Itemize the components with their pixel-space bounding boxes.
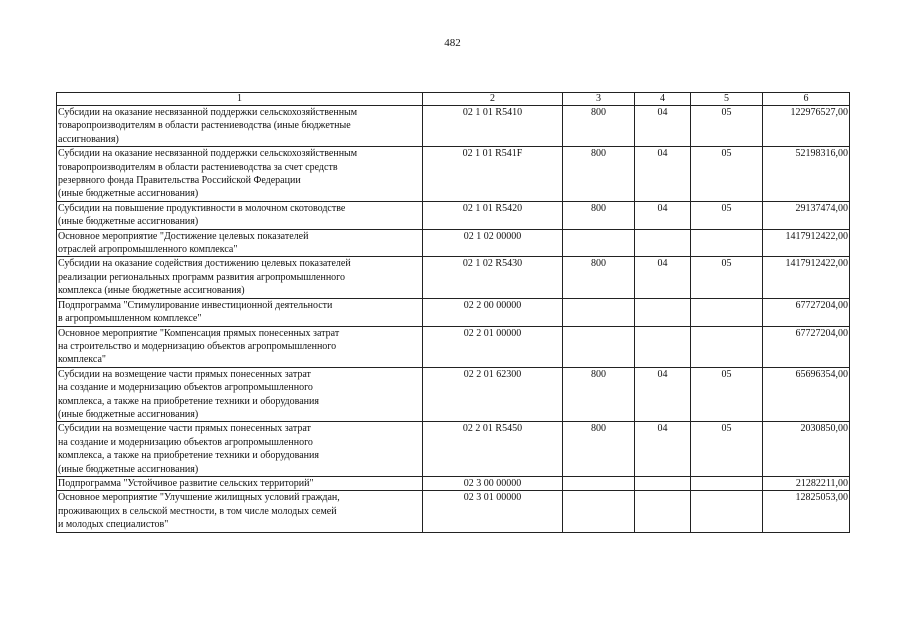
table-row — [57, 147, 850, 202]
row-name: Субсидии на повышение продуктивности в молочном скотоводстве (иные бюджетные ассигнования) — [57, 201, 423, 229]
row-col3 — [563, 476, 635, 490]
header-col-5: 5 — [691, 93, 763, 106]
row-code: 02 2 01 00000 — [423, 326, 563, 367]
row-amount: 52198316,00 — [763, 147, 850, 202]
row-col3 — [563, 298, 635, 326]
row-code: 02 1 02 R5430 — [423, 257, 563, 298]
row-col4: 04 — [635, 201, 691, 229]
table-row — [57, 422, 850, 477]
row-amount: 67727204,00 — [763, 326, 850, 367]
row-amount: 21282211,00 — [763, 476, 850, 490]
row-amount: 1417912422,00 — [763, 257, 850, 298]
row-col3: 800 — [563, 257, 635, 298]
table-row — [57, 367, 850, 422]
row-col5 — [691, 491, 763, 532]
row-name: Субсидии на оказание несвязанной поддержки сельскохозяйственным товаропроизводителям в области растениеводства за счет средств резервного фонда Правительства Российской Федерации (иные бюджетные ассигнования) — [57, 147, 423, 202]
row-col5 — [691, 326, 763, 367]
table-row — [57, 298, 850, 326]
row-amount: 29137474,00 — [763, 201, 850, 229]
row-code: 02 2 01 62300 — [423, 367, 563, 422]
row-col4 — [635, 229, 691, 257]
row-col3: 800 — [563, 147, 635, 202]
row-col3: 800 — [563, 106, 635, 147]
row-col3: 800 — [563, 367, 635, 422]
row-name: Субсидии на возмещение части прямых понесенных затрат на создание и модернизацию объектов агропромышленного комплекса, а также на приобретение техники и оборудования (иные бюджетные ассигнования) — [57, 367, 423, 422]
row-amount: 2030850,00 — [763, 422, 850, 477]
row-col5: 05 — [691, 257, 763, 298]
row-col5 — [691, 476, 763, 490]
row-col4 — [635, 476, 691, 490]
table-row — [57, 229, 850, 257]
row-col4 — [635, 326, 691, 367]
row-col4: 04 — [635, 367, 691, 422]
row-col5 — [691, 229, 763, 257]
row-col5: 05 — [691, 367, 763, 422]
row-col3 — [563, 229, 635, 257]
row-name: Подпрограмма "Устойчивое развитие сельских территорий" — [57, 476, 423, 490]
table-row — [57, 476, 850, 490]
row-name: Субсидии на оказание несвязанной поддержки сельскохозяйственным товаропроизводителям в области растениеводства (иные бюджетные ассигнования) — [57, 106, 423, 147]
row-col4: 04 — [635, 257, 691, 298]
row-col5: 05 — [691, 147, 763, 202]
header-col-4: 4 — [635, 93, 691, 106]
row-col4 — [635, 298, 691, 326]
header-col-3: 3 — [563, 93, 635, 106]
table-row — [57, 201, 850, 229]
row-name: Подпрограмма "Стимулирование инвестиционной деятельности в агропромышленном комплексе" — [57, 298, 423, 326]
row-name: Основное мероприятие "Достижение целевых показателей отраслей агропромышленного комплекса" — [57, 229, 423, 257]
row-code: 02 1 02 00000 — [423, 229, 563, 257]
row-amount: 65696354,00 — [763, 367, 850, 422]
row-col5 — [691, 298, 763, 326]
row-col3: 800 — [563, 422, 635, 477]
table-row — [57, 326, 850, 367]
header-col-6: 6 — [763, 93, 850, 106]
row-col5: 05 — [691, 106, 763, 147]
row-col3: 800 — [563, 201, 635, 229]
row-col5: 05 — [691, 422, 763, 477]
header-row — [57, 93, 850, 106]
row-code: 02 1 01 R5420 — [423, 201, 563, 229]
row-col4: 04 — [635, 106, 691, 147]
header-col-1: 1 — [57, 93, 423, 106]
header-col-2: 2 — [423, 93, 563, 106]
row-col4 — [635, 491, 691, 532]
page-number: 482 — [444, 37, 461, 49]
table-row — [57, 491, 850, 532]
row-col4: 04 — [635, 422, 691, 477]
budget-table — [56, 92, 850, 533]
table-row — [57, 106, 850, 147]
table-row — [57, 257, 850, 298]
row-col3 — [563, 491, 635, 532]
row-name: Основное мероприятие "Улучшение жилищных условий граждан, проживающих в сельской местности, в том числе молодых семей и молодых специалистов" — [57, 491, 423, 532]
row-col3 — [563, 326, 635, 367]
row-code: 02 2 01 R5450 — [423, 422, 563, 477]
row-amount: 1417912422,00 — [763, 229, 850, 257]
row-code: 02 1 01 R541F — [423, 147, 563, 202]
row-amount: 67727204,00 — [763, 298, 850, 326]
row-code: 02 2 00 00000 — [423, 298, 563, 326]
row-name: Субсидии на возмещение части прямых понесенных затрат на создание и модернизацию объектов агропромышленного комплекса, а также на приобретение техники и оборудования (иные бюджетные ассигнования) — [57, 422, 423, 477]
row-code: 02 1 01 R5410 — [423, 106, 563, 147]
row-col5: 05 — [691, 201, 763, 229]
row-name: Субсидии на оказание содействия достижению целевых показателей реализации региональных программ развития агропромышленного комплекса (иные бюджетные ассигнования) — [57, 257, 423, 298]
row-code: 02 3 00 00000 — [423, 476, 563, 490]
row-code: 02 3 01 00000 — [423, 491, 563, 532]
row-amount: 122976527,00 — [763, 106, 850, 147]
row-name: Основное мероприятие "Компенсация прямых понесенных затрат на строительство и модернизацию объектов агропромышленного комплекса" — [57, 326, 423, 367]
row-col4: 04 — [635, 147, 691, 202]
row-amount: 12825053,00 — [763, 491, 850, 532]
